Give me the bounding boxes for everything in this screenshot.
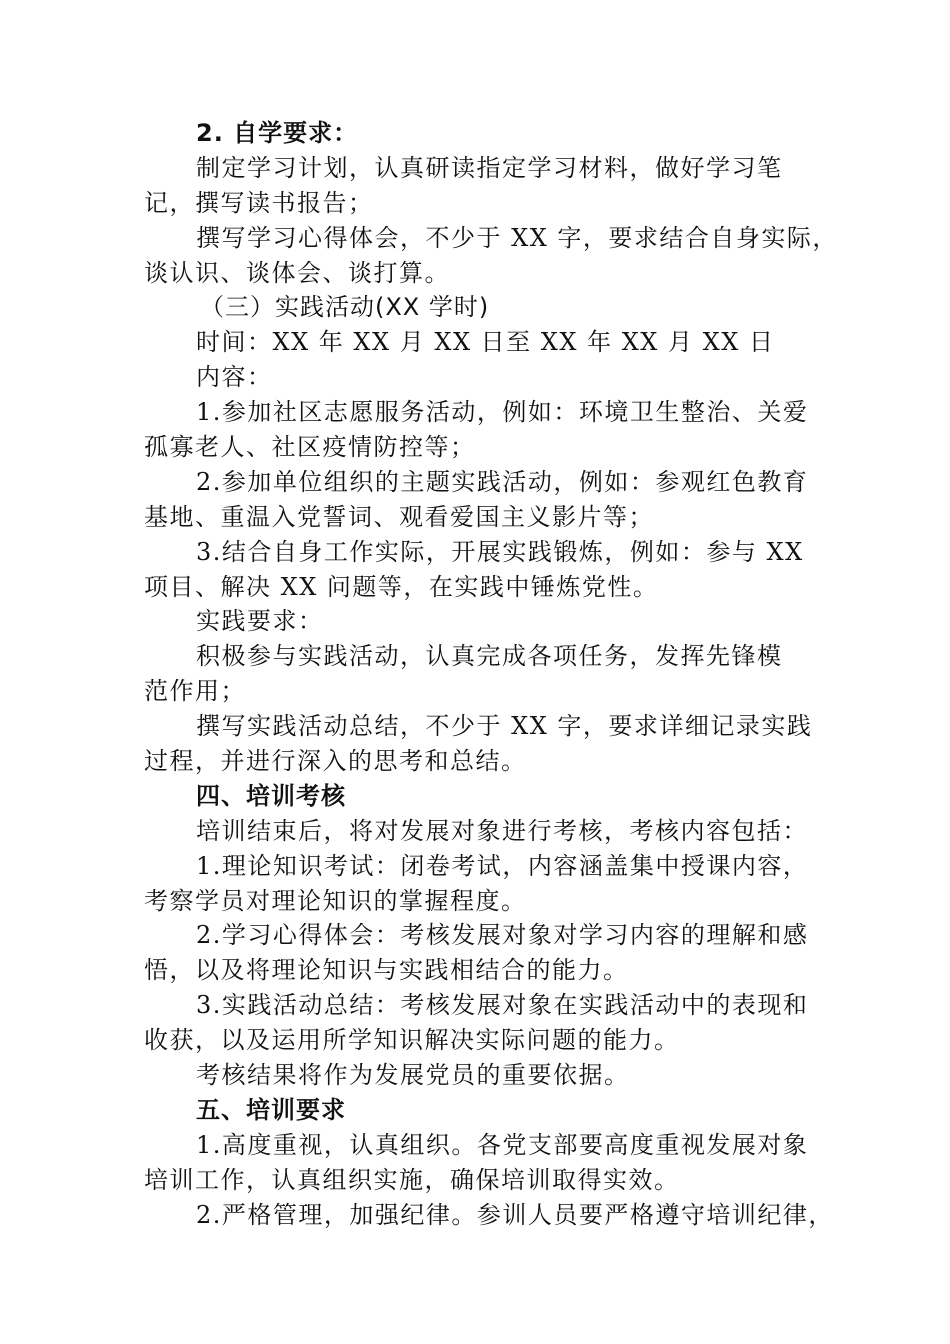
paragraph-line: 考察学员对理论知识的掌握程度。 — [144, 886, 527, 915]
paragraph-line: 基地、重温入党誓词、观看爱国主义影片等； — [144, 502, 654, 531]
paragraph-line: 培训工作，认真组织实施，确保培训取得实效。 — [144, 1165, 680, 1194]
paragraph-line: 制定学习计划，认真研读指定学习材料，做好学习笔 — [196, 153, 783, 182]
paragraph-line: 内容： — [196, 363, 273, 392]
paragraph-line: 时间：XX 年 XX 月 XX 日至 XX 年 XX 月 XX 日 — [196, 328, 775, 357]
section-heading-assessment: 四、培训考核 — [196, 781, 346, 810]
paragraph-line: 2.学习心得体会：考核发展对象对学习内容的理解和感 — [196, 921, 809, 950]
paragraph-line: 孤寡老人、社区疫情防控等； — [144, 433, 476, 462]
paragraph-line: 考核结果将作为发展党员的重要依据。 — [196, 1061, 630, 1090]
paragraph-line: 谈认识、谈体会、谈打算。 — [144, 258, 450, 287]
paragraph-line: 培训结束后，将对发展对象进行考核，考核内容包括： — [196, 816, 808, 845]
paragraph-line: 实践要求： — [196, 607, 324, 636]
paragraph-line: 2.参加单位组织的主题实践活动，例如：参观红色教育 — [196, 467, 809, 496]
subsection-heading-practice: （三）实践活动(XX 学时) — [200, 293, 490, 322]
section-heading-requirements: 五、培训要求 — [196, 1095, 346, 1124]
paragraph-line: 3.结合自身工作实际，开展实践锻炼，例如：参与 XX — [196, 537, 804, 566]
paragraph-line: 项目、解决 XX 问题等，在实践中锤炼党性。 — [144, 572, 659, 601]
paragraph-line: 过程，并进行深入的思考和总结。 — [144, 747, 527, 776]
paragraph-line: 撰写实践活动总结，不少于 XX 字，要求详细记录实践 — [196, 712, 813, 741]
paragraph-line: 悟，以及将理论知识与实践相结合的能力。 — [144, 956, 629, 985]
subsection-heading-self-study: 2. 自学要求： — [196, 119, 359, 147]
paragraph-line: 1.参加社区志愿服务活动，例如：环境卫生整治、关爱 — [196, 398, 809, 427]
paragraph-line: 记，撰写读书报告； — [144, 188, 374, 217]
paragraph-line: 2.严格管理，加强纪律。参训人员要严格遵守培训纪律， — [196, 1200, 834, 1229]
document-body — [144, 116, 838, 1233]
paragraph-line: 范作用； — [144, 677, 246, 706]
paragraph-line: 3.实践活动总结：考核发展对象在实践活动中的表现和 — [196, 991, 809, 1020]
paragraph-line: 1.高度重视，认真组织。各党支部要高度重视发展对象 — [196, 1130, 809, 1159]
paragraph-line: 撰写学习心得体会，不少于 XX 字，要求结合自身实际， — [196, 223, 838, 252]
paragraph-line: 收获，以及运用所学知识解决实际问题的能力。 — [144, 1026, 680, 1055]
paragraph-line: 1.理论知识考试：闭卷考试，内容涵盖集中授课内容， — [196, 851, 809, 880]
paragraph-line: 积极参与实践活动，认真完成各项任务，发挥先锋模 — [196, 642, 783, 671]
